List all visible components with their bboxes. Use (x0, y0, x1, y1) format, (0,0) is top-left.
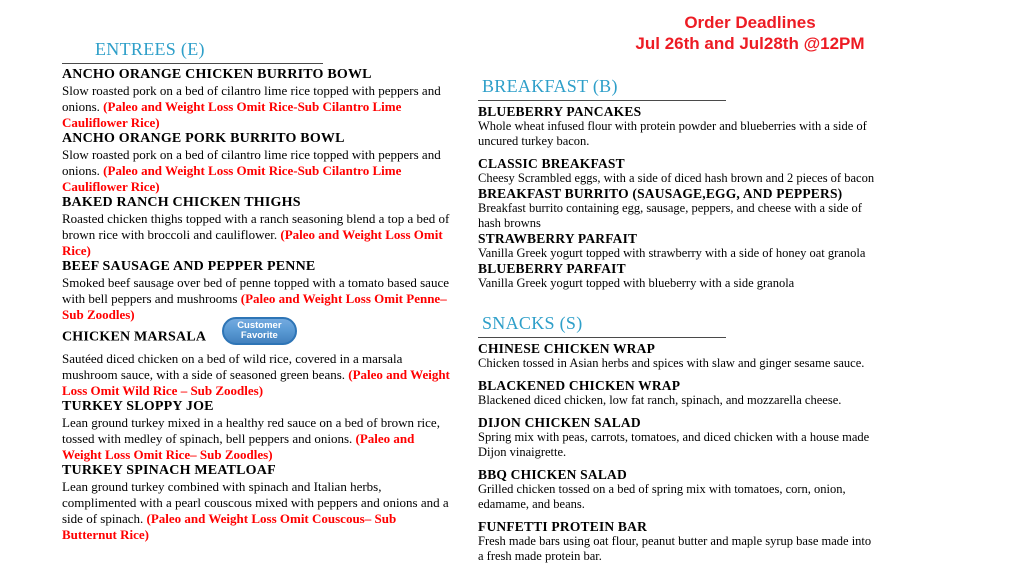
snacks-heading-rule (478, 337, 726, 338)
item-desc-text: Sautéed diced chicken on a bed of wild rice, covered in a marsala mushroom sauce, with a side of seasoned green beans. (62, 351, 403, 382)
item-description: Blackened diced chicken, low fat ranch, spinach, and mozzarella cheese. (478, 393, 842, 407)
item-description: Vanilla Greek yogurt topped with blueberry with a side granola (478, 276, 795, 290)
item-description: Vanilla Greek yogurt topped with strawberry with a side of honey oat granola (478, 246, 866, 260)
item-title: TURKEY SLOPPY JOE (62, 399, 214, 414)
item-diet-note: (Paleo and Weight Loss Omit Rice) (62, 227, 443, 258)
item-diet-note: (Paleo and Weight Loss Omit Penne– Sub Zoodles) (62, 291, 447, 322)
snacks-heading: SNACKS (S) (482, 313, 583, 333)
item-desc-text: Slow roasted pork on a bed of cilantro lime rice topped with peppers and onions. (62, 147, 441, 178)
menu-item-funfetti-protein-bar (478, 519, 878, 564)
item-title: ANCHO ORANGE CHICKEN BURRITO BOWL (62, 67, 372, 82)
entrees-heading-rule (62, 63, 323, 64)
item-description: Whole wheat infused flour with protein powder and blueberries with a side of uncured turkey bacon. (478, 119, 867, 148)
item-title: DIJON CHICKEN SALAD (478, 415, 641, 430)
menu-item-chinese-chicken-wrap (478, 341, 878, 371)
menu-item-ancho-orange-chicken-burrito-bowl (62, 67, 450, 131)
item-diet-note: (Paleo and Weight Loss Omit Couscous– Sub Butternut Rice) (62, 511, 397, 542)
item-description: Grilled chicken tossed on a bed of spring mix with tomatoes, corn, onion, edamame, and beans. (478, 482, 846, 511)
menu-item-strawberry-parfait (478, 231, 878, 261)
order-deadlines-banner (560, 12, 940, 54)
item-title: BAKED RANCH CHICKEN THIGHS (62, 195, 301, 210)
breakfast-section (478, 75, 878, 291)
menu-item-classic-breakfast (478, 156, 878, 186)
item-diet-note: (Paleo and Weight Loss Omit Rice– Sub Zoodles) (62, 431, 415, 462)
snacks-section (478, 312, 878, 571)
menu-item-blackened-chicken-wrap (478, 378, 878, 408)
menu-item-baked-ranch-chicken-thighs (62, 195, 450, 259)
item-title: FUNFETTI PROTEIN BAR (478, 519, 648, 534)
item-desc-text: Roasted chicken thighs topped with a ranch seasoning blend a top a bed of brown rice with broccoli and cauliflower. (62, 211, 450, 242)
item-description: Fresh made bars using oat flour, peanut butter and maple syrup base made into a fresh made protein bar. (478, 534, 872, 563)
item-description (62, 479, 450, 543)
item-title: BBQ CHICKEN SALAD (478, 467, 627, 482)
item-title: CLASSIC BREAKFAST (478, 156, 625, 171)
menu-item-breakfast-burrito (478, 186, 878, 231)
order-deadlines-dates: Jul 26th and Jul28th @12PM (635, 34, 865, 53)
item-title-row (62, 320, 450, 351)
item-description: Spring mix with peas, carrots, tomatoes, and diced chicken with a house made Dijon vinaigrette. (478, 430, 870, 459)
item-description: Cheesy Scrambled eggs, with a side of diced hash brown and 2 pieces of bacon (478, 171, 875, 185)
menu-item-beef-sausage-and-pepper-penne (62, 259, 450, 323)
menu-item-turkey-spinach-meatloaf (62, 463, 450, 543)
item-description (62, 275, 450, 323)
item-description: Chicken tossed in Asian herbs and spices with slaw and ginger sesame sauce. (478, 356, 865, 370)
menu-item-turkey-sloppy-joe (62, 399, 450, 463)
badge-line-2: Favorite (240, 330, 278, 341)
menu-item-blueberry-parfait (478, 261, 878, 291)
item-title: BLACKENED CHICKEN WRAP (478, 378, 681, 393)
item-title: ANCHO ORANGE PORK BURRITO BOWL (62, 131, 345, 146)
badge-line-1: Customer (237, 320, 282, 331)
item-title: BREAKFAST BURRITO (SAUSAGE,EGG, AND PEPPERS) (478, 186, 843, 201)
item-diet-note: (Paleo and Weight Loss Omit Rice-Sub Cilantro Lime Cauliflower Rice) (62, 99, 402, 130)
item-title: BEEF SAUSAGE AND PEPPER PENNE (62, 259, 316, 274)
item-description (62, 83, 450, 131)
item-desc-text: Smoked beef sausage over bed of penne topped with a tomato based sauce with bell peppers and mushrooms (62, 275, 449, 306)
item-desc-text: Slow roasted pork on a bed of cilantro lime rice topped with peppers and onions. (62, 83, 441, 114)
item-description (62, 211, 450, 259)
item-diet-note: (Paleo and Weight Loss Omit Wild Rice – Sub Zoodles) (62, 367, 450, 398)
item-title: BLUEBERRY PANCAKES (478, 104, 642, 119)
breakfast-heading: BREAKFAST (B) (482, 76, 618, 96)
menu-item-dijon-chicken-salad (478, 415, 878, 460)
menu-item-ancho-orange-pork-burrito-bowl (62, 131, 450, 195)
item-description (62, 351, 450, 399)
customer-favorite-badge (222, 317, 296, 345)
item-description (62, 415, 450, 463)
menu-item-blueberry-pancakes (478, 104, 878, 149)
item-title: CHICKEN MARSALA (62, 329, 207, 345)
item-title: BLUEBERRY PARFAIT (478, 261, 626, 276)
item-description (62, 147, 450, 195)
item-title: CHINESE CHICKEN WRAP (478, 341, 656, 356)
item-description: Breakfast burrito containing egg, sausage, peppers, and cheese with a side of hash browns (478, 201, 862, 230)
order-deadlines-title: Order Deadlines (684, 13, 816, 32)
item-title: TURKEY SPINACH MEATLOAF (62, 463, 276, 478)
entrees-heading: ENTREES (E) (95, 39, 205, 59)
item-title: STRAWBERRY PARFAIT (478, 231, 638, 246)
item-desc-text: Lean ground turkey combined with spinach and Italian herbs, complimented with a pearl couscous mixed with peppers and onions and a side of spinach. (62, 479, 449, 526)
entrees-section (62, 38, 450, 543)
menu-item-bbq-chicken-salad (478, 467, 878, 512)
item-diet-note: (Paleo and Weight Loss Omit Rice-Sub Cilantro Lime Cauliflower Rice) (62, 163, 402, 194)
item-desc-text: Lean ground turkey mixed in a healthy red sauce on a bed of brown rice, tossed with medley of spinach, bell peppers and onions. (62, 415, 440, 446)
menu-item-chicken-marsala (62, 320, 450, 399)
breakfast-heading-rule (478, 100, 726, 101)
